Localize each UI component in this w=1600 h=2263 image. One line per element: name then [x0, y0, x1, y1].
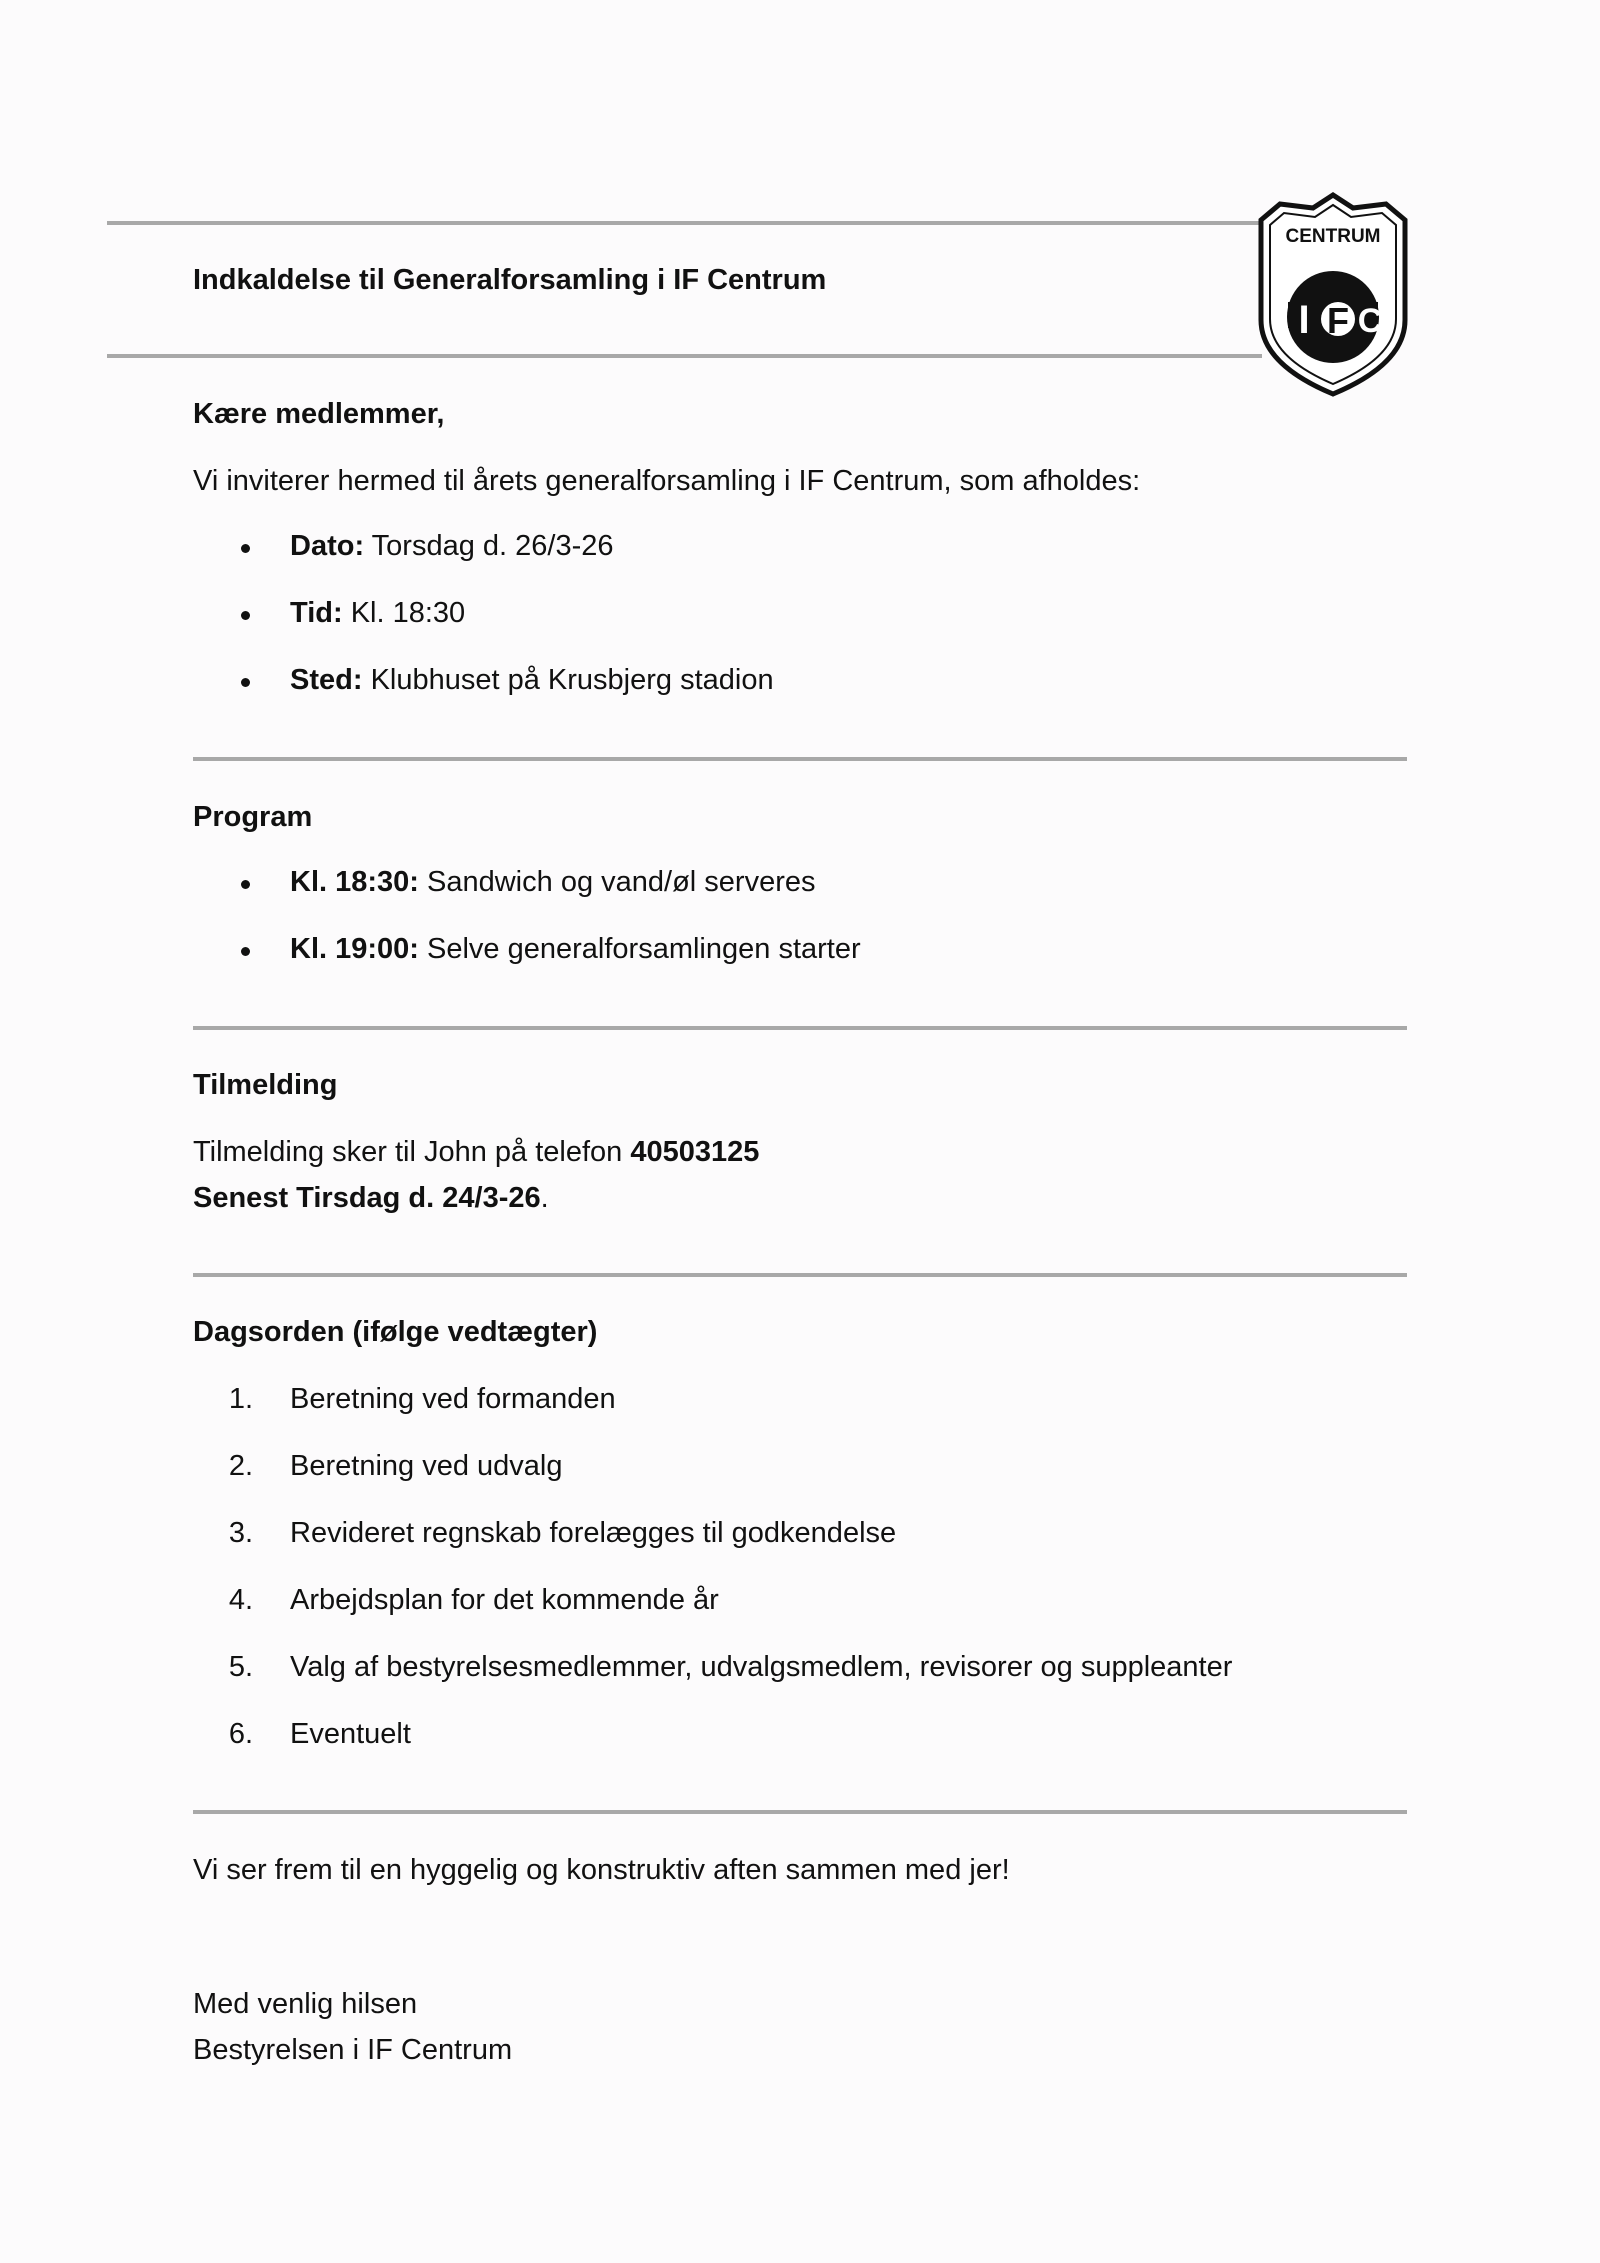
registration-line: [193, 1134, 759, 1172]
page-title: Indkaldelse til Generalforsamling i IF Centrum: [193, 264, 827, 296]
agenda-heading: Dagsorden (ifølge vedtægter): [193, 1316, 598, 1348]
logo-letter-i: I: [1298, 298, 1310, 342]
bullet-icon: [241, 947, 250, 956]
program-item-text: Sandwich og vand/øl serveres: [427, 866, 816, 898]
place-value: Klubhuset på Krusbjerg stadion: [370, 664, 774, 696]
greeting: Kære medlemmer,: [193, 398, 445, 430]
program-heading: Program: [193, 801, 313, 833]
phone-number: 40503125: [630, 1136, 760, 1168]
agenda-item-text: Beretning ved formanden: [290, 1383, 616, 1415]
registration-heading: Tilmelding: [193, 1069, 338, 1101]
bullet-icon: [241, 678, 250, 687]
agenda-item-text: Beretning ved udvalg: [290, 1450, 563, 1482]
agenda-item-number: 1.: [228, 1383, 253, 1415]
agenda-item-text: Arbejdsplan for det kommende år: [290, 1584, 719, 1616]
date-label: Dato:: [290, 530, 365, 562]
agenda-item-text: Valg af bestyrelsesmedlemmer, udvalgsmedlem, revisorer og suppleanter: [290, 1651, 1233, 1683]
club-logo: [1258, 192, 1408, 398]
deadline-period: .: [540, 1182, 549, 1214]
section-divider: [193, 1026, 1407, 1030]
bullet-icon: [241, 544, 250, 553]
agenda-item-text: Revideret regnskab forelægges til godkendelse: [290, 1517, 897, 1549]
intro-text: Vi inviterer hermed til årets generalforsamling i IF Centrum, som afholdes:: [193, 465, 1141, 497]
section-divider: [193, 1273, 1407, 1277]
signoff-name: Bestyrelsen i IF Centrum: [193, 2034, 513, 2066]
agenda-item-number: 2.: [228, 1450, 253, 1482]
section-divider: [193, 1810, 1407, 1814]
agenda-item-number: 3.: [228, 1517, 253, 1549]
logo-letter-f: F: [1327, 300, 1349, 341]
registration-deadline-line: [193, 1180, 549, 1218]
closing-text: Vi ser frem til en hyggelig og konstruktiv aften sammen med jer!: [193, 1854, 1010, 1886]
logo-letter-c: C: [1357, 302, 1383, 340]
bullet-icon: [241, 880, 250, 889]
registration-text: Tilmelding sker til John på telefon: [193, 1136, 631, 1168]
time-value: Kl. 18:30: [350, 597, 466, 629]
section-divider: [193, 757, 1407, 761]
time-label: Tid:: [290, 597, 343, 629]
svg-text:CENTRUM: CENTRUM: [1285, 226, 1381, 247]
agenda-item-number: 6.: [228, 1718, 253, 1750]
registration-deadline: Senest Tirsdag d. 24/3-26: [193, 1182, 541, 1214]
date-value: Torsdag d. 26/3-26: [371, 530, 614, 562]
header-rule-top: [107, 221, 1262, 225]
program-item-text: Selve generalforsamlingen starter: [427, 933, 861, 965]
signoff-greeting: Med venlig hilsen: [193, 1988, 418, 2020]
agenda-item-number: 4.: [228, 1584, 253, 1616]
agenda-item-number: 5.: [228, 1651, 253, 1683]
program-item-time: Kl. 18:30:: [290, 866, 419, 898]
program-item-time: Kl. 19:00:: [290, 933, 419, 965]
agenda-item-text: Eventuelt: [290, 1718, 411, 1750]
bullet-icon: [241, 611, 250, 620]
place-label: Sted:: [290, 664, 363, 696]
header-rule-bottom: [107, 354, 1262, 358]
